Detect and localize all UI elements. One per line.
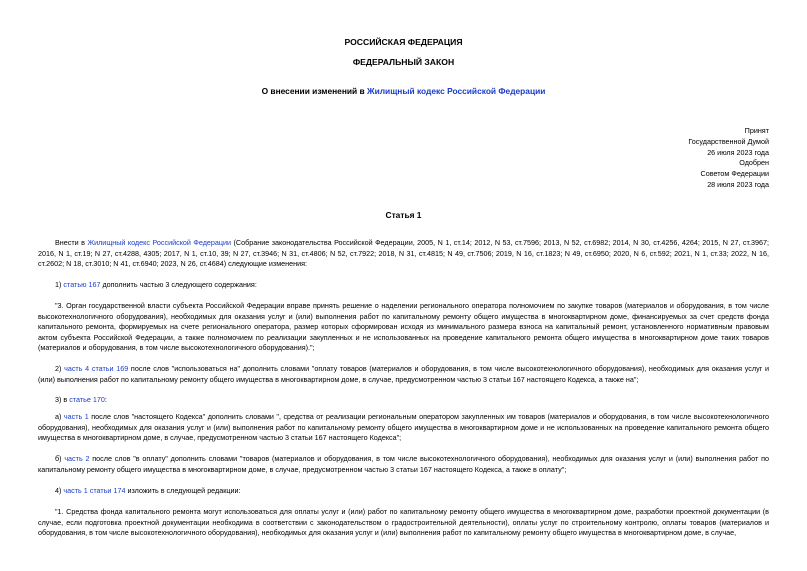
intro-prefix: Внести в: [55, 238, 88, 247]
part-3-text: "3. Орган государственной власти субъекта Российской Федерации вправе принять решение о наделении регионального оператора полномочием по закупке товаров (материалов и оборудования, в том числе высокотехнологичного оборудования), необходимых для оказания услуг и (или) выполнения работ по капитальному ремонту общего имущества в многоквартирном доме, финансируемых за счет средств фонда капитального ремонта, формируемых на счете регионального оператора, размер которых сформирован исходя из минимального размера взноса на капитальный ремонт, установленного нормативным правовым актом субъекта Российской Федерации, а также полномочием по реализации закупленных и не использованных на проведение капитального ремонта общего имущества в многоквартирном доме таких товаров (материалов и оборудования, в том числе высокотехнологичного оборудования).";: [38, 301, 769, 352]
adopted-by-duma: Государственной Думой: [688, 136, 769, 146]
part-1-article-174-link[interactable]: часть 1 статьи 174: [63, 486, 126, 495]
amendment-4-text: изложить в следующей редакции:: [125, 486, 241, 495]
amendment-3: [38, 395, 769, 406]
intro-rest: (Собрание законодательства Российской Федерации, 2005, N 1, ст.14; 2012, N 53, ст.7596; 2013, N 52, ст.6982; 2014, N 30, ст.4256, 4264; 2015, N 27, ст.3967; 2016, N 1, ст.19; N 27, ст.4288, 4305; 2017, N 1, ст.10, 39; N 27, ст.3946; N 31, ст.4806; N 52, ст.7922; 2018, N 31, ст.4815; N 49, ст.7506; 2019, N 16, ст.1823; N 49, ст.6950; 2020, N 6, ст.592; 2021, N 1, ст.33; 2022, N 16, ст.2602; N 18, ст.3010; N 41, ст.6940; 2023, N 26, ст.4684) следующие изменения:: [38, 238, 769, 268]
law-type-heading: ФЕДЕРАЛЬНЫЙ ЗАКОН: [352, 57, 455, 67]
part-2-link[interactable]: часть 2: [64, 454, 90, 463]
amendment-2-text: после слов "использоваться на" дополнить словами "оплату товаров (материалов и оборудования, в том числе высокотехнологичного оборудования), необходимых для оказания услуг и (или) выполнения работ по капитальному ремонту общего имущества в многоквартирном доме, в случае, предусмотренном частью 3 статьи 167 настоящего Кодекса, а также на";: [38, 364, 769, 384]
article-167-link[interactable]: статью 167: [63, 280, 101, 289]
part-4-article-169-link[interactable]: часть 4 статьи 169: [64, 364, 129, 373]
amendment-3b-text: после слов "в оплату" дополнить словами "товаров (материалов и оборудования, в том числе высокотехнологичного оборудования), необходимых для оказания услуг и (или) выполнения работ по капитальному ремонту общего имущества в многоквартирном доме, в случае, предусмотренном частью 3 статьи 167 настоящего Кодекса, а также в оплату";: [38, 454, 769, 474]
amendment-4-prefix: 4): [55, 486, 64, 495]
adopted-date: 26 июля 2023 года: [707, 147, 769, 157]
amendment-3-text: :: [104, 395, 107, 404]
amendment-2: [38, 364, 769, 385]
law-title: [0, 86, 807, 97]
amendment-3b: [38, 454, 769, 475]
amendment-3b-prefix: б): [55, 454, 65, 463]
amendment-3-prefix: 3) в: [55, 395, 70, 404]
law-title-prefix: О внесении изменений в: [261, 86, 368, 96]
part-1-link[interactable]: часть 1: [63, 412, 89, 421]
housing-code-link-intro[interactable]: Жилищный кодекс Российской Федерации: [87, 238, 232, 247]
article-intro: [38, 238, 769, 270]
amendment-3a: [38, 412, 769, 444]
article-title: Статья 1: [385, 210, 422, 220]
part-1-new-text: "1. Средства фонда капитального ремонта могут использоваться для оплаты услуг и (или) работ по капитальному ремонту общего имущества в многоквартирном доме, разработки проектной документации (в случае, если подготовка проектной документации необходима в соответствии с законодательством о градостроительной деятельности), оплаты услуг по строительному контролю, оплаты товаров (материалов и оборудования, в том числе высокотехнологичного оборудования), необходимых для оказания услуг и (или) выполнения работ по капитальному ремонту общего имущества в многоквартирном доме, в случае,: [38, 507, 769, 537]
country-heading: РОССИЙСКАЯ ФЕДЕРАЦИЯ: [344, 37, 463, 47]
approved-by-council: Советом Федерации: [700, 169, 769, 179]
approved-label: Одобрен: [739, 158, 769, 168]
article-170-link[interactable]: статье 170: [69, 395, 105, 404]
amendment-1-text: дополнить частью 3 следующего содержания:: [100, 280, 257, 289]
adoption-block: [569, 126, 769, 191]
amendment-2-prefix: 2): [55, 364, 65, 373]
amendment-3a-prefix: а): [55, 412, 64, 421]
housing-code-link[interactable]: Жилищный кодекс Российской Федерации: [367, 86, 546, 96]
amendment-3a-text: после слов "настоящего Кодекса" дополнить словами ", средства от реализации региональным оператором закупленных им товаров (материалов и оборудования, в том числе высокотехнологичного оборудования), необходимых для оказания услуг и (или) выполнения работ по капитальному ремонту общего имущества в многоквартирном доме и не использованных на проведение капитального ремонта общего имущества в многоквартирном доме, в случае, предусмотренном частью 3 статьи 167 настоящего Кодекса";: [38, 412, 769, 442]
adopted-label: Принят: [744, 126, 769, 135]
approved-date: 28 июля 2023 года: [707, 179, 769, 189]
amendment-1-prefix: 1): [55, 280, 64, 289]
amendment-1: [38, 280, 769, 291]
amendment-4: [38, 486, 769, 497]
